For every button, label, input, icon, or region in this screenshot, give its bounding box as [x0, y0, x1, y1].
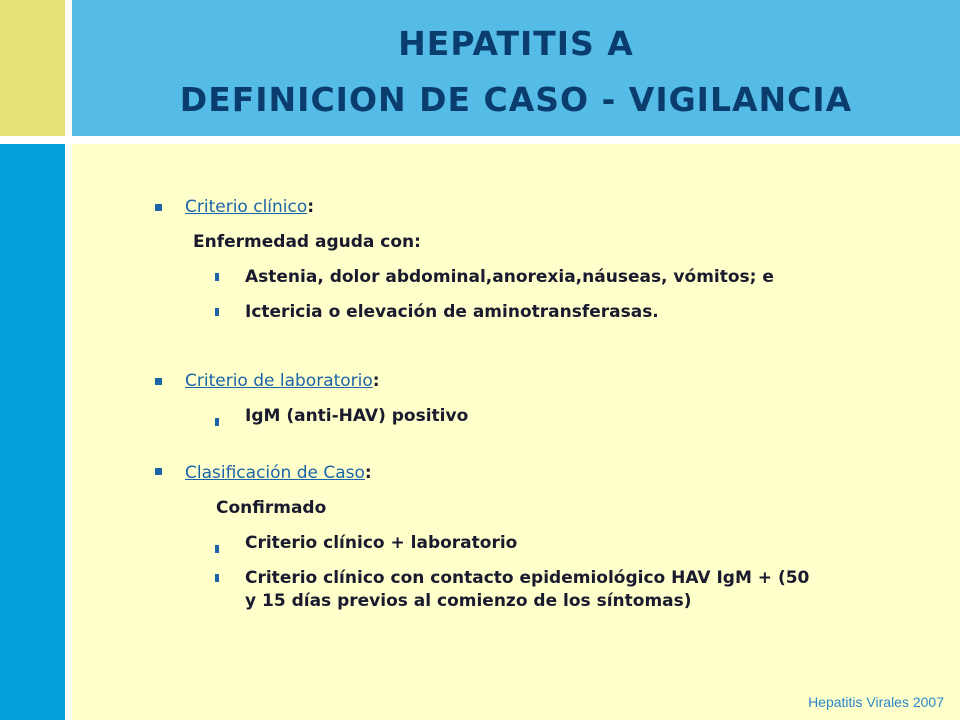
sub-bullet-icon [215, 273, 219, 281]
sub-bullet-icon [215, 418, 219, 426]
section-heading-clinical [185, 196, 314, 219]
laboratory-item: IgM (anti-HAV) positivo [245, 406, 469, 426]
heading-colon: : [307, 197, 315, 217]
section-bullet-icon [155, 378, 162, 385]
accent-blue-block [0, 144, 65, 720]
sub-bullet-icon [215, 545, 219, 553]
clinical-item: Astenia, dolor abdominal,anorexia,náuseas, vómitos; e [245, 267, 774, 287]
sub-bullet-icon [215, 308, 219, 316]
footer-text: Hepatitis Virales 2007 [808, 694, 944, 710]
laboratory-criteria-link[interactable]: Criterio de laboratorio [185, 371, 373, 391]
clinical-criteria-link[interactable]: Criterio clínico [185, 197, 308, 217]
section-bullet-icon [155, 468, 162, 475]
accent-yellow-block [0, 0, 65, 136]
section-heading-laboratory [185, 370, 380, 393]
case-classification-link[interactable]: Clasificación de Caso [185, 463, 365, 483]
section-heading-classification [185, 462, 372, 485]
section-bullet-icon [155, 204, 162, 211]
heading-colon: : [364, 463, 372, 483]
slide-title-line-1: HEPATITIS A [398, 24, 634, 63]
clinical-intro-text: Enfermedad aguda con: [193, 232, 421, 252]
classification-item: Criterio clínico con contacto epidemiológico HAV IgM + (50 [245, 568, 810, 588]
classification-item: Criterio clínico + laboratorio [245, 533, 518, 553]
slide-title-line-2: DEFINICION DE CASO - VIGILANCIA [179, 80, 853, 119]
classification-item-continuation: y 15 días previos al comienzo de los síntomas) [245, 591, 692, 611]
sub-bullet-icon [215, 574, 219, 582]
classification-intro-text: Confirmado [216, 498, 327, 518]
heading-colon: : [372, 371, 380, 391]
clinical-item: Ictericia o elevación de aminotransferasas. [245, 302, 659, 322]
